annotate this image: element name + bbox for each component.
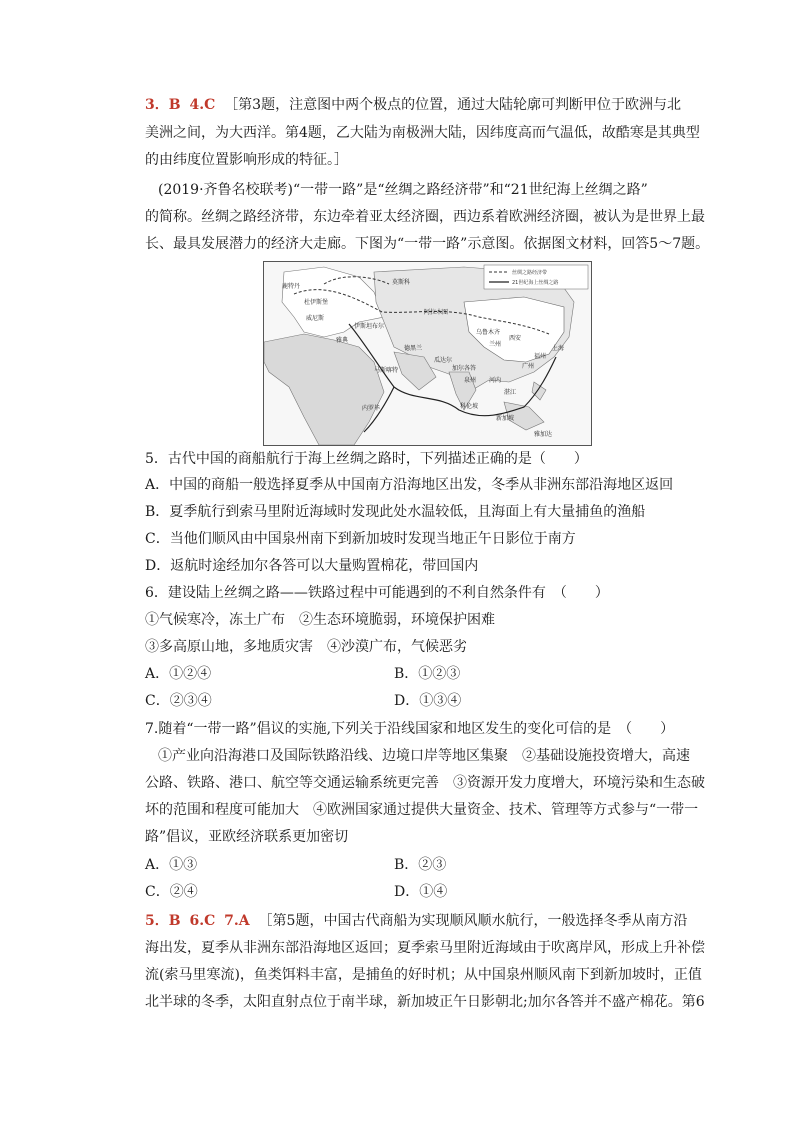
label-kolkata: 加尔各答 — [452, 365, 477, 372]
answer-q4: 4.C — [189, 97, 216, 113]
q5-option-d: D．返航时途经加尔各答可以大量购置棉花，带回国内 — [145, 558, 479, 574]
answer-text-2: ［第5题，中国古代商船为实现顺风顺水航行，一般选择冬季从南方沿 — [258, 913, 688, 929]
label-venice: 威尼斯 — [306, 315, 325, 322]
q5-option-a: A．中国的商船一般选择夏季从中国南方沿海地区出发，冬季从非洲东部沿海地区返回 — [145, 477, 674, 493]
answer-line-6: 流(索马里寒流)，鱼类饵料丰富，是捕鱼的好时机；从中国泉州顺风南下到新加坡时，正值 — [145, 967, 702, 983]
q6-statements-1: ①气候寒冷，冻土广布 ②生态环境脆弱，环境保护困难 — [145, 612, 495, 628]
answer-line-2: 美洲之间，为大西洋。第4题，乙大陆为南极洲大陆，因纬度高而气温低，故酷寒是其典型 — [145, 125, 700, 141]
label-guangzhou: 广州 — [522, 363, 535, 370]
label-tehran: 德黑兰 — [404, 345, 423, 352]
legend-sea-label: 21世纪海上丝绸之路 — [512, 280, 559, 286]
q6-option-b: B．①②③ — [394, 666, 461, 682]
q7-option-a: A．①③ — [145, 857, 198, 873]
q7-option-d: D．①④ — [394, 884, 448, 900]
q7-option-c: C．②④ — [145, 884, 198, 900]
label-almaty: 阿拉木图 — [424, 309, 449, 316]
label-moscow: 莫斯科 — [392, 279, 411, 286]
q5-option-c: C．当他们顺风由中国泉州南下到新加坡时发现当地正午日影位于南方 — [145, 531, 576, 547]
label-zhanjiang: 湛江 — [504, 389, 517, 396]
q6-statements-2: ③多高原山地，多地质灾害 ④沙漠广布，气候恶劣 — [145, 639, 467, 655]
map-svg — [264, 262, 591, 445]
label-gwadar: 瓜达尔 — [434, 357, 453, 364]
q5-stem: 5．古代中国的商船航行于海上丝绸之路时，下列描述正确的是（ ） — [145, 451, 588, 467]
legend-land-label: 丝绸之路经济带 — [512, 270, 548, 276]
label-fuzhou: 福州 — [534, 353, 547, 360]
belt-road-map — [263, 261, 592, 446]
answer-line-5: 海出发，夏季从非洲东部沿海地区返回；夏季索马里附近海域由于吹离岸风，形成上升补偿 — [145, 940, 705, 956]
answer-q7: 7.A — [224, 913, 250, 929]
intro-line-2: 的简称。丝绸之路经济带，东边牵着亚太经济圈，西边系着欧洲经济圈，被认为是世界上最 — [145, 209, 705, 225]
q7-statements-2: 公路、铁路、港口、航空等交通运输系统更完善 ③资源开发力度增大，环境污染和生态破 — [145, 775, 705, 791]
label-shanghai: 上海 — [552, 345, 565, 352]
answer-line-1 — [145, 95, 681, 115]
label-hanoi: 河内 — [489, 377, 502, 384]
label-nairobi: 内罗毕 — [362, 405, 381, 412]
label-singapore: 新加坡 — [496, 415, 515, 422]
intro-line-1: (2019·齐鲁名校联考)“一带一路”是“丝绸之路经济带”和“21世纪海上丝绸之路” — [158, 182, 648, 198]
label-jakarta: 雅加达 — [534, 431, 553, 438]
label-quanzhou: 泉州 — [464, 377, 477, 384]
answer-line-4 — [145, 911, 687, 931]
q5-option-b: B．夏季航行到索马里附近海域时发现此处水温较低，且海面上有大量捕鱼的渔船 — [145, 504, 646, 520]
label-athens: 雅典 — [336, 337, 349, 344]
answer-q6: 6.C — [189, 913, 216, 929]
q7-statements-1: ①产业向沿海港口及国际铁路沿线、边境口岸等地区集聚 ②基础设施投资增大，高速 — [158, 748, 690, 764]
q7-statements-3: 坏的范围和程度可能加大 ④欧洲国家通过提供大量资金、技术、管理等方式参与“一带一 — [145, 802, 699, 818]
label-duisburg: 杜伊斯堡 — [304, 299, 329, 306]
answer-line-7: 北半球的冬季，太阳直射点位于南半球，新加坡正午日影朝北;加尔各答并不盛产棉花。第6 — [145, 994, 705, 1010]
label-urumqi: 乌鲁木齐 — [476, 329, 501, 336]
q6-option-a: A．①②④ — [145, 666, 212, 682]
answer-q3: 3．B — [145, 97, 181, 113]
label-colombo: 科伦坡 — [460, 403, 479, 410]
q6-option-c: C．②③④ — [145, 693, 212, 709]
answer-line-3: 的由纬度位置影响形成的特征。］ — [145, 152, 348, 168]
q6-stem: 6．建设陆上丝绸之路——铁路过程中可能遇到的不利自然条件有 （ ） — [145, 585, 609, 601]
label-xian: 西安 — [509, 335, 522, 342]
label-istanbul: 伊斯坦布尔 — [354, 323, 385, 330]
label-lanzhou: 兰州 — [489, 341, 502, 348]
q7-stem: 7.随着“一带一路”倡议的实施,下列关于沿线国家和地区发生的变化可信的是 （ ） — [145, 721, 675, 737]
intro-line-3: 长、最具发展潜力的经济大走廊。下图为“一带一路”示意图。依据图文材料，回答5～7题。 — [145, 236, 710, 252]
q7-statements-4: 路”倡议，亚欧经济联系更加密切 — [145, 829, 349, 845]
answer-q5: 5．B — [145, 913, 181, 929]
label-mombasa: 马斯喀特 — [374, 367, 399, 374]
answer-text: ［第3题，注意图中两个极点的位置，通过大陆轮廓可判断甲位于欧洲与北 — [224, 97, 682, 113]
q7-option-b: B．②③ — [394, 857, 447, 873]
q6-option-d: D．①③④ — [394, 693, 462, 709]
label-rotterdam: 鹿特丹 — [282, 283, 301, 290]
